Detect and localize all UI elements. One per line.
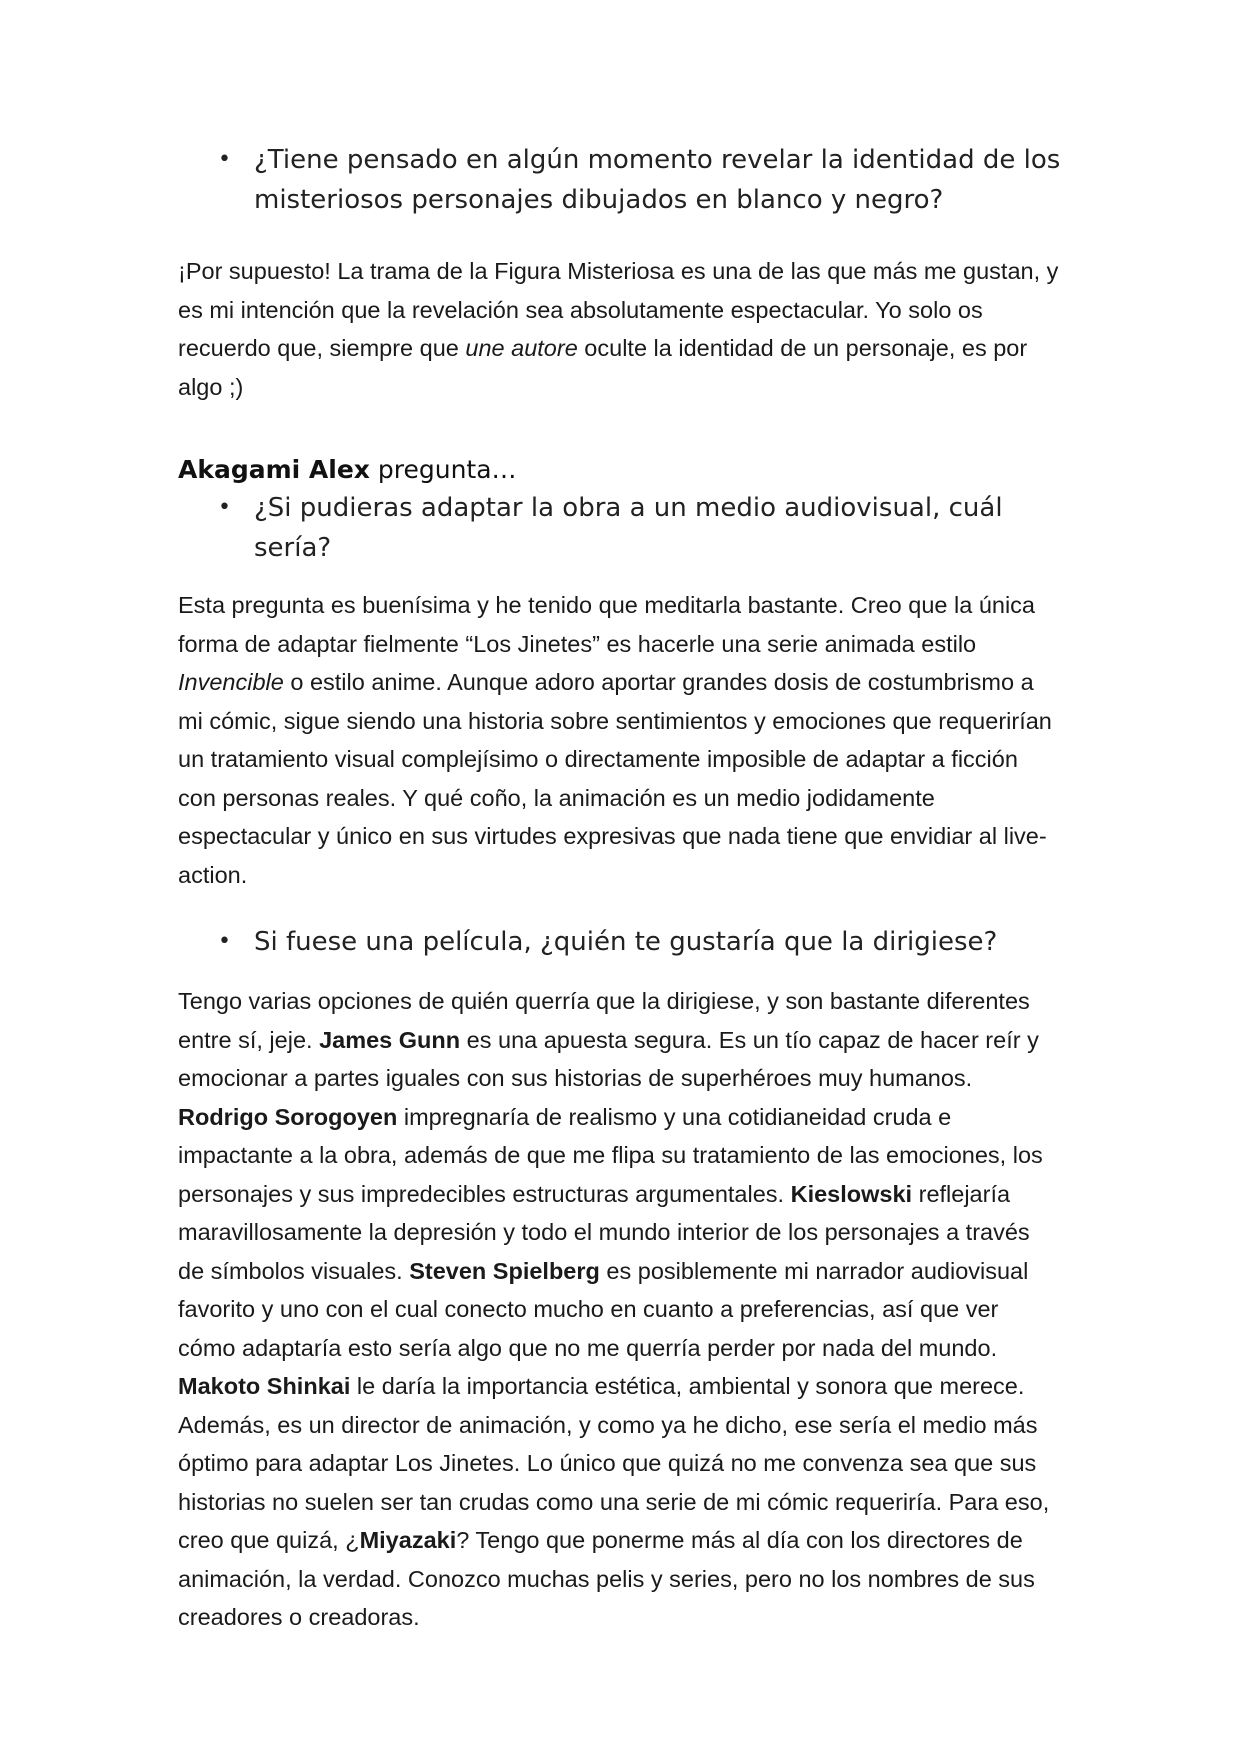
answer-2-italic: Invencible xyxy=(178,669,284,695)
question-2-text: ¿Si pudieras adaptar la obra a un medio audiovisual, cuál sería? xyxy=(254,493,1003,563)
answer-3-text-3: impregnaría de realismo y una cotidianeidad cruda e impactante a la obra, además de que me flipa su tratamiento de las emociones, los personajes y sus impredecibles estructuras argumentales. xyxy=(178,1103,1043,1207)
answer-1-text-a: ¡Por supuesto! La trama de la Figura Misteriosa es una de las que más me gustan, y es mi intención que la revelación sea absolutamente espectacular. Yo solo os recuerdo que, siempre que xyxy=(178,258,1059,361)
answer-2-text-b: o estilo anime. Aunque adoro aportar grandes dosis de costumbrismo a mi cómic, sigue siendo una historia sobre sentimientos y emociones que requerirían un tratamiento visual complejísimo o directamente imposible de adaptar a ficción con personas reales. Y qué coño, la animación es un medio jodidamente espectacular y único en sus virtudes expresivas que nada tiene que envidiar al live-action. xyxy=(178,669,1052,888)
bullet-icon: • xyxy=(218,147,231,172)
bullet-icon: • xyxy=(218,929,231,954)
answer-1-italic: une autore xyxy=(465,335,578,361)
director-james-gunn: James Gunn xyxy=(319,1026,461,1053)
question-3 xyxy=(178,922,1061,962)
question-2 xyxy=(178,488,1061,568)
question-1-text: ¿Tiene pensado en algún momento revelar la identidad de los misteriosos personajes dibujados en blanco y negro? xyxy=(254,145,1061,215)
director-rodrigo-sorogoyen: Rodrigo Sorogoyen xyxy=(178,1103,398,1130)
director-steven-spielberg: Steven Spielberg xyxy=(409,1257,600,1284)
answer-3-text-7: ? Tengo que ponerme más al día con los directores de animación, la verdad. Conozco muchas pelis y series, pero no los nombres de sus creadores o creadoras. xyxy=(178,1527,1035,1630)
answer-2 xyxy=(178,586,1061,894)
question-3-text: Si fuese una película, ¿quién te gustaría que la dirigiese? xyxy=(254,927,998,957)
answer-1 xyxy=(178,252,1061,406)
answer-3-text-6: le daría la importancia estética, ambiental y sonora que merece. Además, es un director de animación, y como ya he dicho, ese sería el medio más óptimo para adaptar Los Jinetes. Lo único que quizá no me convenza sea que sus historias no suelen ser tan crudas como una serie de mi cómic requeriría. Para eso, creo que quizá, ¿ xyxy=(178,1373,1050,1553)
answer-3-text-1: Tengo varias opciones de quién querría que la dirigiese, y son bastante diferentes entre sí, jeje. xyxy=(178,988,1030,1053)
director-makoto-shinkai: Makoto Shinkai xyxy=(178,1373,351,1399)
answer-3-text-5: es posiblemente mi narrador audiovisual favorito y uno con el cual conecto mucho en cuanto a preferencias, así que ver cómo adaptaría esto sería algo que no me querría perder por nada del mundo. xyxy=(178,1257,1029,1361)
asker-name: Akagami Alex xyxy=(178,455,370,484)
bullet-icon: • xyxy=(218,495,231,520)
asker-line xyxy=(178,452,1061,488)
asker-suffix: pregunta… xyxy=(369,455,517,484)
answer-1-text-b: oculte la identidad de un personaje, es por algo ;) xyxy=(178,335,1028,400)
answer-2-text-a: Esta pregunta es buenísima y he tenido que meditarla bastante. Creo que la única forma de adaptar fielmente “Los Jinetes” es hacerle una serie animada estilo xyxy=(178,592,1035,657)
answer-3-text-4: reflejaría maravillosamente la depresión y todo el mundo interior de los personajes a través de símbolos visuales. xyxy=(178,1180,1030,1284)
answer-3-text-2: es una apuesta segura. Es un tío capaz de hacer reír y emocionar a partes iguales con sus historias de superhéroes muy humanos. xyxy=(178,1026,1039,1091)
question-1 xyxy=(178,140,1061,220)
director-miyazaki: Miyazaki xyxy=(359,1527,457,1553)
answer-3 xyxy=(178,982,1061,1637)
director-kieslowski: Kieslowski xyxy=(790,1180,913,1207)
